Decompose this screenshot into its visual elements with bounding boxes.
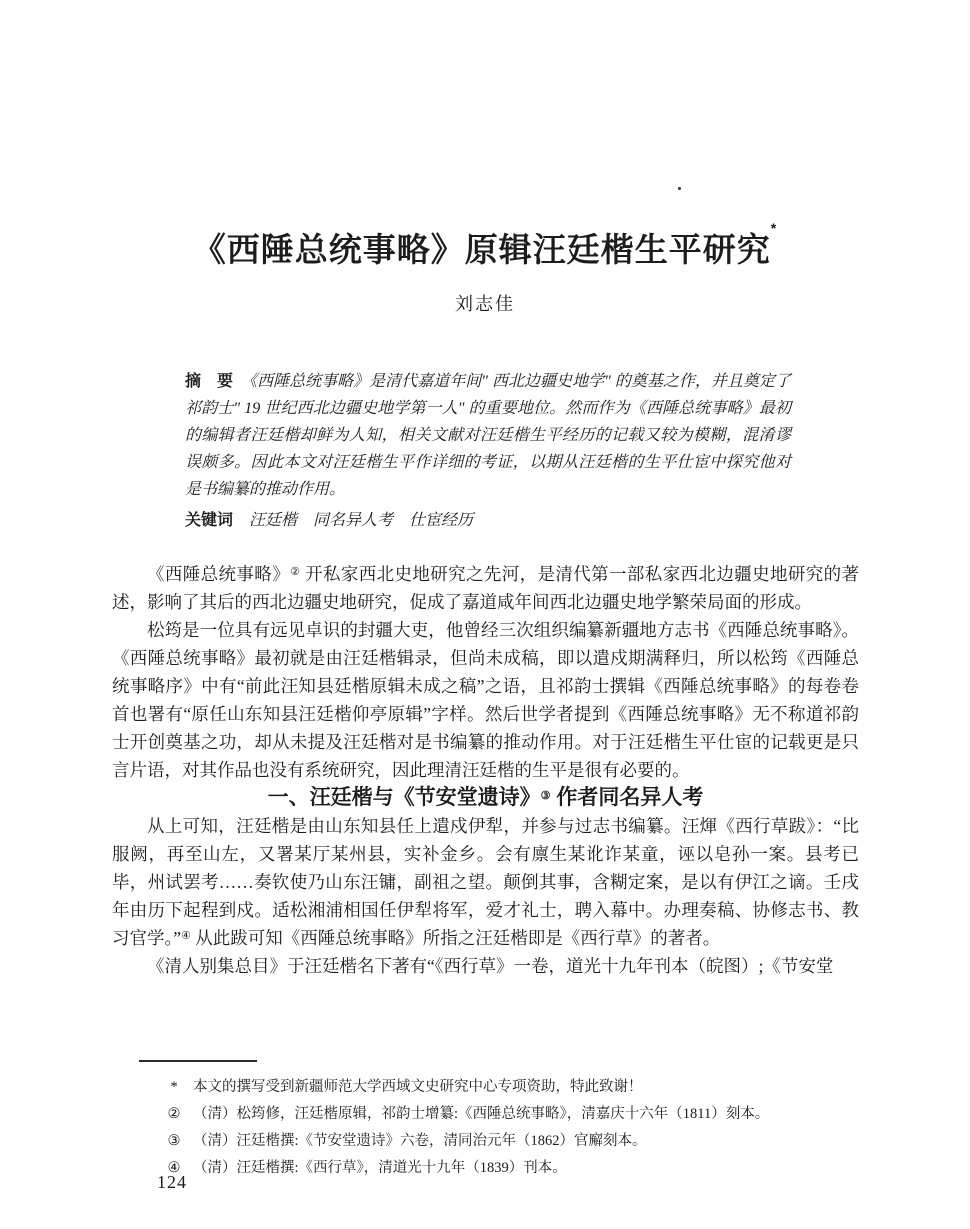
footnote-text: （清）松筠修，汪廷楷原辑，祁韵士增纂:《西陲总统事略》，清嘉庆十六年（1811）刻本。 — [193, 1106, 770, 1122]
footnote-ref-4: ④ — [181, 930, 191, 942]
paragraph-4: 《清人别集总目》于汪廷楷名下著有“《西行草》一卷，道光十九年刊本（皖图）;《节安堂 — [147, 956, 834, 976]
footnote-ref-3: ③ — [540, 790, 551, 802]
paragraph-3 — [112, 812, 859, 952]
page-number: 124 — [157, 1172, 187, 1192]
paragraph-1 — [112, 560, 859, 616]
footnote-item — [163, 1128, 823, 1155]
author-name: 刘志佳 — [455, 294, 515, 314]
section-heading-1-text: 一、汪廷楷与《节安堂遗诗》 — [267, 786, 541, 809]
footnote-ref-2: ② — [290, 566, 301, 578]
paper-title — [0, 220, 970, 271]
paragraph-1-text: 《西陲总统事略》 — [147, 564, 291, 584]
footnote-item — [163, 1155, 823, 1182]
title-footnote-marker: * — [770, 220, 778, 237]
abstract-text: 《西陲总统事略》是清代嘉道年间" 西北边疆史地学" 的奠基之作，并且奠定了祁韵士" 19 世纪西北边疆史地学第一人" 的重要地位。然而作为《西陲总统事略》最初的编辑者汪廷楷却鲜为人知，相关文献对汪廷楷生平经历的记载又较为模糊，混淆谬误颇多。因此本文对汪廷楷生平作详细的考证，以期从汪廷楷的生平仕宦中探究他对是书编纂的推动作用。 — [185, 373, 791, 498]
footnote-marker: ④ — [167, 1160, 181, 1176]
footnote-marker: ② — [167, 1106, 181, 1122]
body-text — [112, 560, 859, 980]
section-heading-1-text-cont: 作者同名异人考 — [550, 786, 704, 809]
paragraph-1-text-cont: 开私家西北史地研究之先河，是清代第一部私家西北边疆史地研究的著述，影响了其后的西北边疆史地研究，促成了嘉道咸年间西北边疆史地学繁荣局面的形成。 — [112, 564, 860, 612]
footnote-item — [163, 1074, 823, 1101]
abstract-block — [185, 368, 791, 534]
footnote-marker: ③ — [167, 1133, 181, 1149]
footnote-item — [163, 1101, 823, 1128]
paragraph-3-text: 从上可知，汪廷楷是由山东知县任上遣戍伊犁，并参与过志书编纂。汪煇《西行草跋》：“比服阙，再至山左，又署某厅某州县，实补金乡。会有廪生某讹诈某童，诬以皂孙一案。县考已毕，州试罢考……奏钦使乃山东汪镛，副祖之望。颠倒其事，含糊定案，是以有伊江之谪。壬戌年由历下起程到戍。适松湘浦相国任伊犁将军，爱才礼士，聘入幕中。办理奏稿、协修志书、教习官学。” — [112, 816, 859, 948]
keywords-text: 汪廷楷 同名异人考 仕宦经历 — [249, 512, 474, 529]
paragraph-2: 松筠是一位具有远见卓识的封疆大吏，他曾经三次组织编纂新疆地方志书《西陲总统事略》。《西陲总统事略》最初就是由汪廷楷辑录，但尚未成稿，即以遣戍期满释归，所以松筠《西陲总统事略序》中有“前此汪知县廷楷原辑未成之稿”之语，且祁韵士撰辑《西陲总统事略》的每卷卷首也署有“原任山东知县汪廷楷仰亭原辑”字样。然后世学者提到《西陲总统事略》无不称道祁韵士开创奠基之功，却从未提及汪廷楷对是书编纂的推动作用。对于汪廷楷生平仕宦的记载更是只言片语，对其作品也没有系统研究，因此理清汪廷楷的生平是很有必要的。 — [112, 620, 859, 780]
footnote-separator-rule — [139, 1060, 257, 1062]
abstract-text-line — [185, 368, 791, 503]
paragraph-3-text-cont: 从此跋可知《西陲总统事略》所指之汪廷楷即是《西行草》的著者。 — [190, 928, 721, 948]
footnote-text: （清）汪廷楷撰:《节安堂遗诗》六卷，清同治元年（1862）官廨刻本。 — [193, 1133, 647, 1149]
keywords-label: 关键词 — [185, 512, 234, 529]
footnote-text: 本文的撰写受到新疆师范大学西域文史研究中心专项资助，特此致谢！ — [193, 1079, 643, 1095]
footnotes-block — [163, 1074, 823, 1182]
footnote-marker: * — [170, 1079, 178, 1095]
footnote-text: （清）汪廷楷撰:《西行草》，清道光十九年（1839）刊本。 — [193, 1160, 567, 1176]
section-heading-1 — [112, 784, 859, 812]
scan-artifact-dot — [678, 187, 681, 190]
paper-title-text: 《西陲总统事略》原辑汪廷楷生平研究 — [192, 231, 771, 269]
keywords-line — [185, 507, 791, 534]
abstract-label: 摘 要 — [185, 373, 234, 390]
